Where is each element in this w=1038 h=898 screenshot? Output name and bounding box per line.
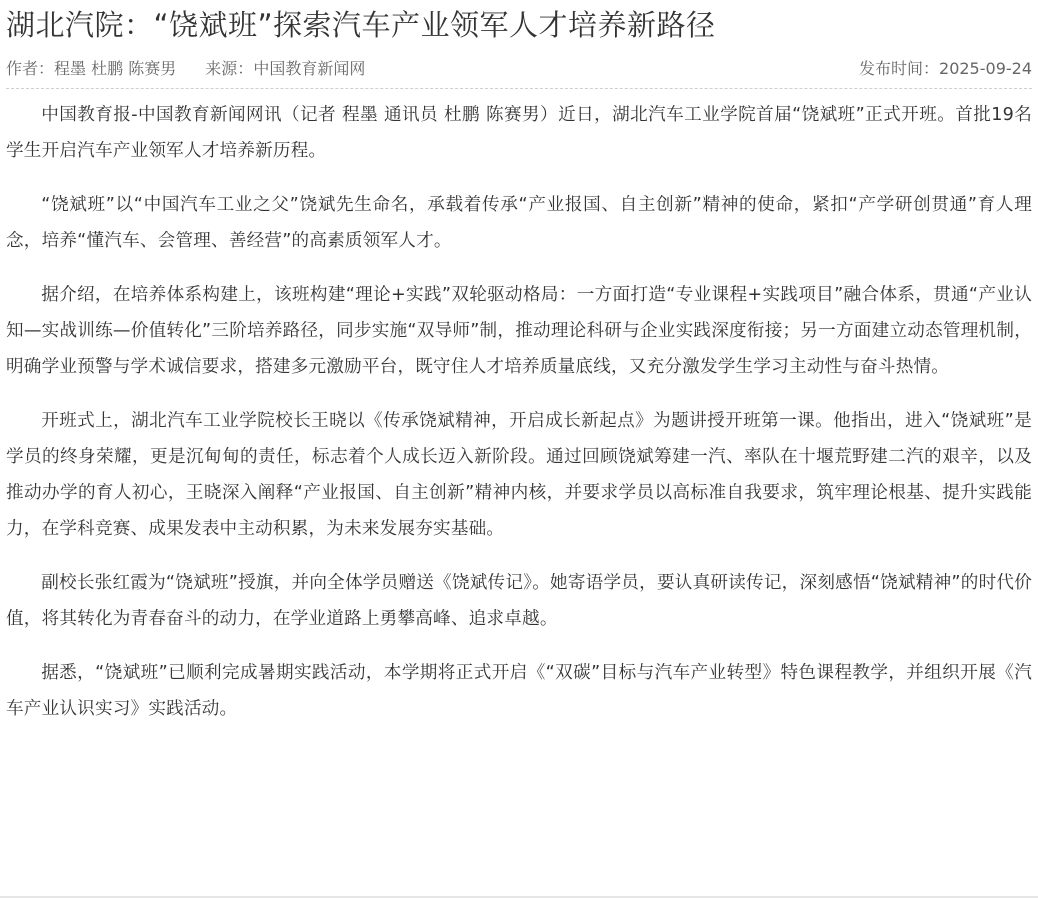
page-title: 湖北汽院：“饶斌班”探索汽车产业领军人才培养新路径 — [6, 8, 716, 42]
source-label: 来源： — [205, 59, 254, 78]
publish-date — [859, 50, 1032, 88]
article-paragraph: 据悉，“饶斌班”已顺利完成暑期实践活动，本学期将正式开启《“双碳”目标与汽车产业转型》特色课程教学，并组织开展《汽车产业认识实习》实践活动。 — [6, 663, 1032, 719]
author-names: 程墨 杜鹏 陈赛男 — [54, 59, 177, 78]
article-paragraph: “饶斌班”以“中国汽车工业之父”饶斌先生命名，承载着传承“产业报国、自主创新”精神的使命，紧扣“产学研创贯通”育人理念，培养“懂汽车、会管理、善经营”的高素质领军人才。 — [6, 195, 1032, 251]
author-info — [6, 59, 181, 78]
article-paragraph: 开班式上，湖北汽车工业学院校长王晓以《传承饶斌精神，开启成长新起点》为题讲授开班第一课。他指出，进入“饶斌班”是学员的终身荣耀，更是沉甸甸的责任，标志着个人成长迈入新阶段。通过回顾饶斌筹建一汽、率队在十堰荒野建二汽的艰辛，以及推动办学的育人初心，王晓深入阐释“产业报国、自主创新”精神内核，并要求学员以高标准自我要求，筑牢理论根基、提升实践能力，在学科竞赛、成果发表中主动积累，为未来发展夯实基础。 — [6, 411, 1032, 539]
source-info — [205, 59, 365, 78]
publish-date-label: 发布时间： — [859, 59, 940, 78]
article-paragraph: 中国教育报-中国教育新闻网讯（记者 程墨 通讯员 杜鹏 陈赛男）近日，湖北汽车工业学院首届“饶斌班”正式开班。首批19名学生开启汽车产业领军人才培养新历程。 — [6, 105, 1032, 161]
source-name: 中国教育新闻网 — [253, 59, 366, 78]
author-label: 作者： — [6, 59, 55, 78]
publish-date-value: 2025-09-24 — [939, 59, 1032, 78]
article-paragraph: 副校长张红霞为“饶斌班”授旗，并向全体学员赠送《饶斌传记》。她寄语学员，要认真研读传记，深刻感悟“饶斌精神”的时代价值，将其转化为青春奋斗的动力，在学业道路上勇攀高峰、追求卓越。 — [6, 573, 1032, 629]
article-meta — [6, 50, 1032, 89]
article-paragraph: 据介绍，在培养体系构建上，该班构建“理论+实践”双轮驱动格局：一方面打造“专业课程+实践项目”融合体系，贯通“产业认知—实战训练—价值转化”三阶培养路径，同步实施“双导师”制，推动理论科研与企业实践深度衔接；另一方面建立动态管理机制，明确学业预警与学术诚信要求，搭建多元激励平台，既守住人才培养质量底线，又充分激发学生学习主动性与奋斗热情。 — [6, 285, 1032, 377]
article-body — [6, 89, 1032, 727]
